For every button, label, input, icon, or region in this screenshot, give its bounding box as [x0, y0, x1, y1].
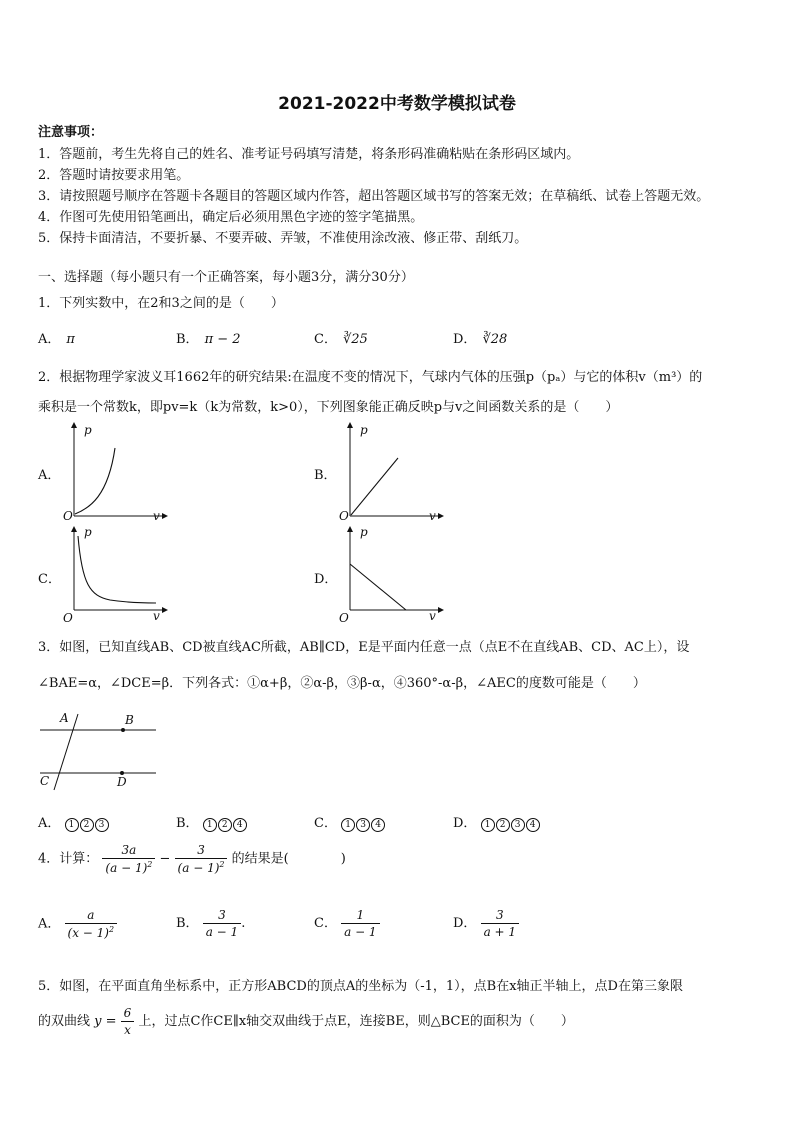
origin-label: O [63, 611, 73, 625]
q2-option-a[interactable]: A． [38, 468, 61, 483]
q3-option-a[interactable]: A． 1 2 3 [38, 812, 110, 832]
axis-label-v: v [429, 509, 436, 523]
axis-label-p: p [84, 525, 92, 539]
notice-item: 4．作图可先使用铅笔画出，确定后必须用黑色字迹的签字笔描黑。 [38, 210, 424, 225]
point-label-b: B [125, 713, 134, 727]
question-2-stem: 2．根据物理学家波义耳1662年的研究结果:在温度不变的情况下，气球内气体的压强p（pₐ）与它的体积v（m³）的 [38, 370, 703, 385]
origin-label: O [339, 611, 349, 625]
q1-option-a[interactable]: A． π [38, 332, 75, 347]
axis-label-p: p [84, 423, 92, 437]
point-label-d: D [117, 775, 127, 789]
q2-graph-b [336, 420, 446, 524]
notice-item: 1．答题前，考生先将自己的姓名、准考证号码填写清楚，将条形码准确粘贴在条形码区域内。 [38, 147, 580, 162]
axis-label-p: p [360, 525, 368, 539]
axis-label-p: p [360, 423, 368, 437]
point-label-a: A [60, 711, 69, 725]
minus-sign: − [159, 851, 171, 867]
q3-option-b[interactable]: B． 1 2 4 [176, 812, 248, 832]
q1-option-c[interactable]: C． ∛25 [314, 332, 368, 347]
q4-option-a[interactable]: A． $\frac{a}{(x - 1)^2}$ [38, 908, 117, 940]
equation-y: y = [94, 1014, 117, 1029]
point-label-c: C [40, 774, 50, 788]
q4-option-d[interactable]: D． $\frac{3}{a + 1}$ [453, 908, 519, 939]
question-1-stem: 1．下列实数中，在2和3之间的是（ ） [38, 296, 284, 311]
question-5-stem: 5．如图，在平面直角坐标系中，正方形ABCD的顶点A的坐标为（-1，1），点B在x轴正半轴上，点D在第三象限 [38, 979, 683, 994]
origin-label: O [63, 509, 73, 523]
q2-option-c[interactable]: C． [38, 572, 61, 587]
origin-label: O [339, 509, 349, 523]
page-title: 2021-2022中考数学模拟试卷 [278, 94, 516, 114]
q4-prefix: 4．计算： [38, 851, 99, 867]
question-4-stem [38, 843, 346, 875]
axis-label-v: v [429, 609, 436, 623]
axis-label-v: v [153, 609, 160, 623]
q2-option-d[interactable]: D． [314, 572, 338, 587]
notice-item: 5．保持卡面清洁，不要折暴、不要弄破、弄皱，不准使用涂改液、修正带、刮纸刀。 [38, 231, 528, 246]
section-heading: 一、选择题（每小题只有一个正确答案，每小题3分，满分30分） [38, 270, 414, 285]
notice-item: 2．答题时请按要求用笔。 [38, 168, 190, 183]
q4-option-b[interactable]: B． $\frac{3}{a - 1}$ . [176, 908, 246, 939]
question-5-stem: 的双曲线 y = $\frac{6}{x}$ 上，过点C作CE∥x轴交双曲线于点E，连接BE，则△BCE的面积为（ ） [38, 1006, 574, 1037]
q1-option-d[interactable]: D． ∛28 [453, 332, 508, 347]
question-3-stem: 3．如图，已知直线AB、CD被直线AC所截，AB∥CD，E是平面内任意一点（点E不在直线AB、CD、AC上），设 [38, 640, 690, 655]
q2-option-b[interactable]: B． [314, 468, 337, 483]
q4-suffix: 的结果是( ) [231, 851, 346, 867]
notice-heading: 注意事项： [38, 125, 104, 140]
q3-option-d[interactable]: D． 1 2 3 4 [453, 812, 541, 832]
question-2-stem: 乘积是一个常数k，即pv=k（k为常数，k>0），下列图象能正确反映p与v之间函数关系的是（ ） [38, 400, 619, 415]
q2-graph-a [60, 420, 170, 524]
q5-fraction: $\frac{6}{x}$ [121, 1006, 135, 1037]
q2-graph-d [336, 524, 446, 624]
q4-fraction-1: $\frac{3a}{(a - 1)^2}$ [102, 843, 155, 875]
axis-label-v: v [153, 509, 160, 523]
q3-figure [36, 706, 166, 792]
q3-option-c[interactable]: C． 1 3 4 [314, 812, 386, 832]
q4-fraction-2: $\frac{3}{(a - 1)^2}$ [175, 843, 228, 875]
q4-option-c[interactable]: C． $\frac{1}{a - 1}$ [314, 908, 380, 939]
question-3-stem: ∠BAE=α，∠DCE=β．下列各式：①α+β，②α-β，③β-α，④360°-α-β，∠AEC的度数可能是（ ） [38, 676, 646, 691]
q2-graph-c [60, 524, 170, 624]
notice-item: 3．请按照题号顺序在答题卡各题目的答题区域内作答，超出答题区域书写的答案无效；在草稿纸、试卷上答题无效。 [38, 189, 710, 204]
q1-option-b[interactable]: B． π − 2 [176, 332, 241, 347]
